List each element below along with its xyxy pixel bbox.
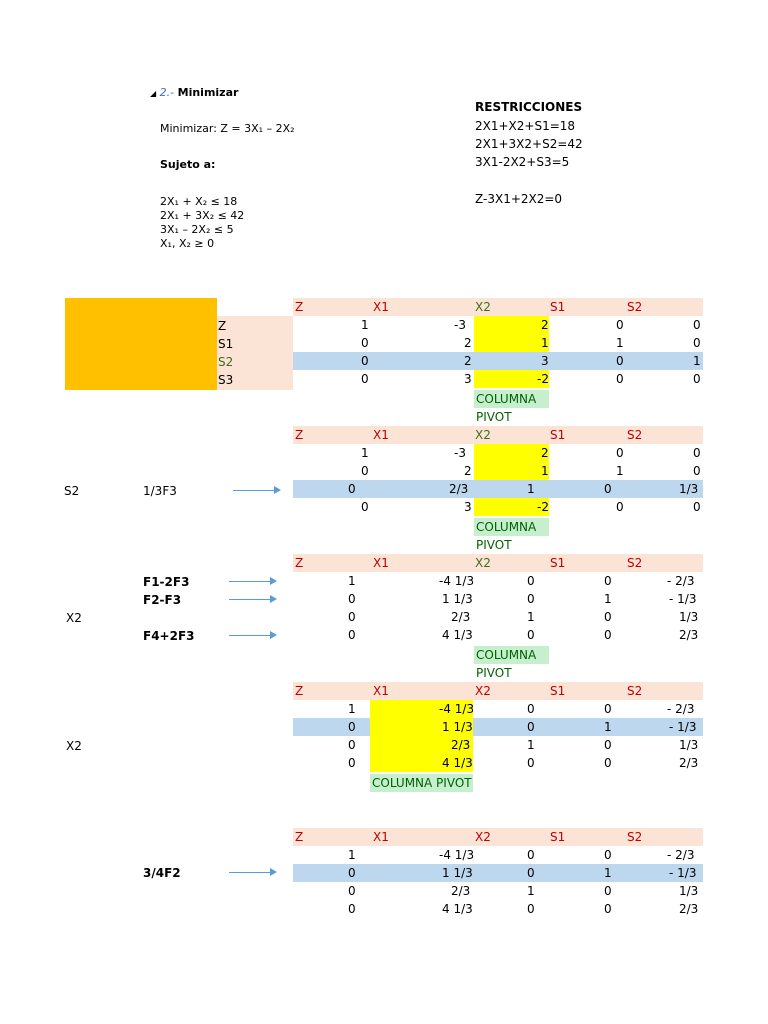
cell: - 2/3 xyxy=(667,848,695,862)
cell: 1 xyxy=(348,702,356,716)
table-row xyxy=(293,864,703,882)
cell: 2/3 xyxy=(449,482,469,496)
cell: - 1/3 xyxy=(669,720,697,734)
cell: 1 xyxy=(604,720,612,734)
header-x2: X2 xyxy=(475,556,491,570)
cell: 2/3 xyxy=(679,628,699,642)
header-z: Z xyxy=(295,830,304,844)
table-row xyxy=(293,718,703,736)
subject-to-label: Sujeto a: xyxy=(160,158,216,171)
arrow-icon xyxy=(229,581,275,582)
basis-s3: S3 xyxy=(218,373,234,387)
table-row xyxy=(293,700,703,718)
cell: 0 xyxy=(693,464,701,478)
pivot-column-cell xyxy=(474,334,549,352)
table-row xyxy=(293,846,703,864)
cell: 3 xyxy=(464,372,472,386)
objective-function: Minimizar: Z = 3X₁ – 2X₂ xyxy=(160,122,295,135)
cell: -4 1/3 xyxy=(439,574,475,588)
cell: - 2/3 xyxy=(667,574,695,588)
pivot-column-label: COLUMNA PIVOT xyxy=(372,776,472,790)
cell: 1 xyxy=(527,738,535,752)
cell: 1 xyxy=(604,866,612,880)
table-row xyxy=(293,480,703,498)
table-header xyxy=(293,426,703,444)
problem-heading xyxy=(150,86,238,99)
cell: 0 xyxy=(604,482,612,496)
cell: 3 xyxy=(464,500,472,514)
header-s2: S2 xyxy=(627,684,643,698)
header-x2: X2 xyxy=(475,830,491,844)
cell: 1 1/3 xyxy=(442,866,473,880)
cell: 1 xyxy=(541,336,549,350)
cell: 0 xyxy=(527,592,535,606)
cell: 0 xyxy=(693,336,701,350)
cell: 0 xyxy=(604,884,612,898)
cell: 1 xyxy=(604,592,612,606)
header-s1: S1 xyxy=(550,428,566,442)
cell: 2/3 xyxy=(451,884,471,898)
cell: 0 xyxy=(348,610,356,624)
table-header xyxy=(293,682,703,700)
cell: 0 xyxy=(616,318,624,332)
cell: 0 xyxy=(604,756,612,770)
cell: 0 xyxy=(527,902,535,916)
cell: 1 xyxy=(527,884,535,898)
cell: 0 xyxy=(361,464,369,478)
cell: 0 xyxy=(527,574,535,588)
arrow-icon xyxy=(229,635,275,636)
table-header xyxy=(293,554,703,572)
cell: 1 xyxy=(348,848,356,862)
cell: 0 xyxy=(527,720,535,734)
restrictions-heading: RESTRICCIONES xyxy=(475,100,583,114)
cell: 3 xyxy=(541,354,549,368)
cell: 0 xyxy=(348,482,356,496)
cell: 1 1/3 xyxy=(442,720,473,734)
cell: 0 xyxy=(693,500,701,514)
header-s1: S1 xyxy=(550,830,566,844)
cell: 0 xyxy=(348,738,356,752)
cell: 4 1/3 xyxy=(442,628,473,642)
cell: - 1/3 xyxy=(669,866,697,880)
cell: 0 xyxy=(527,702,535,716)
header-z: Z xyxy=(295,300,304,314)
table-row xyxy=(293,626,703,644)
cell: 2 xyxy=(541,318,549,332)
table-header xyxy=(293,298,703,316)
header-x1: X1 xyxy=(373,300,389,314)
cell: 0 xyxy=(616,446,624,460)
cell: 0 xyxy=(361,354,369,368)
cell: 0 xyxy=(348,592,356,606)
table-row xyxy=(293,608,703,626)
basis-s1: S1 xyxy=(218,337,234,351)
collapse-triangle-icon[interactable]: ◢ xyxy=(150,89,157,98)
cell: 0 xyxy=(348,720,356,734)
table-row xyxy=(293,352,703,370)
table-row xyxy=(293,754,703,772)
cell: 0 xyxy=(527,628,535,642)
table-header xyxy=(293,828,703,846)
row-operation: F1-2F3 xyxy=(143,575,190,589)
constraint-4: X₁, X₂ ≥ 0 xyxy=(160,237,215,250)
header-x2: X2 xyxy=(475,684,491,698)
cell: 0 xyxy=(604,702,612,716)
pivot-column-cell xyxy=(474,444,549,462)
cell: 1/3 xyxy=(679,610,699,624)
header-x1: X1 xyxy=(373,428,389,442)
cell: 2 xyxy=(464,336,472,350)
table-row xyxy=(293,590,703,608)
cell: 0 xyxy=(616,354,624,368)
table-row xyxy=(293,900,703,918)
cell: -4 1/3 xyxy=(439,702,475,716)
cell: 1/3 xyxy=(679,482,699,496)
cell: 0 xyxy=(348,884,356,898)
cell: -4 1/3 xyxy=(439,848,475,862)
row-operation: 1/3F3 xyxy=(143,484,177,498)
cell: 2/3 xyxy=(451,610,471,624)
pivot-column-cell xyxy=(474,462,549,480)
cell: -3 xyxy=(454,446,466,460)
cell: 0 xyxy=(693,372,701,386)
cell: 0 xyxy=(604,610,612,624)
side-var-x2: X2 xyxy=(66,611,82,625)
cell: 2 xyxy=(464,464,472,478)
cell: 1 xyxy=(693,354,701,368)
cell: 1 xyxy=(616,336,624,350)
cell: 1/3 xyxy=(679,738,699,752)
cell: 2/3 xyxy=(679,902,699,916)
cell: -2 xyxy=(537,500,549,514)
cell: -3 xyxy=(454,318,466,332)
cell: 2/3 xyxy=(451,738,471,752)
cell: 2/3 xyxy=(679,756,699,770)
header-x1: X1 xyxy=(373,556,389,570)
table-row xyxy=(293,572,703,590)
table-row xyxy=(293,498,703,516)
restriction-3: 3X1-2X2+S3=5 xyxy=(475,155,570,169)
header-x2: X2 xyxy=(475,428,491,442)
header-x1: X1 xyxy=(373,684,389,698)
arrow-icon xyxy=(233,490,279,491)
orange-block xyxy=(65,298,217,390)
cell: - 2/3 xyxy=(667,702,695,716)
cell: 0 xyxy=(348,756,356,770)
row-operation: F2-F3 xyxy=(143,593,182,607)
cell: 0 xyxy=(361,372,369,386)
side-var-s2: S2 xyxy=(64,484,80,498)
cell: 1 xyxy=(541,464,549,478)
cell: -2 xyxy=(537,372,549,386)
cell: 0 xyxy=(348,866,356,880)
cell: 0 xyxy=(693,446,701,460)
basis-s2: S2 xyxy=(218,355,234,369)
header-s2: S2 xyxy=(627,300,643,314)
row-operation: F4+2F3 xyxy=(143,629,195,643)
cell: 1 xyxy=(527,482,535,496)
cell: 2 xyxy=(541,446,549,460)
header-z: Z xyxy=(295,684,304,698)
cell: 0 xyxy=(604,574,612,588)
header-s2: S2 xyxy=(627,428,643,442)
cell: 4 1/3 xyxy=(442,902,473,916)
header-z: Z xyxy=(295,556,304,570)
table-row xyxy=(293,444,703,462)
cell: - 1/3 xyxy=(669,592,697,606)
problem-number: 2.- xyxy=(159,86,175,99)
cell: 0 xyxy=(604,738,612,752)
cell: 0 xyxy=(527,866,535,880)
table-row xyxy=(293,370,703,388)
cell: 0 xyxy=(616,500,624,514)
header-z: Z xyxy=(295,428,304,442)
table-row xyxy=(293,462,703,480)
cell: 0 xyxy=(604,628,612,642)
cell: 0 xyxy=(361,336,369,350)
header-s2: S2 xyxy=(627,556,643,570)
cell: 1 xyxy=(527,610,535,624)
cell: 0 xyxy=(604,848,612,862)
cell: 0 xyxy=(527,756,535,770)
pivot-column-cell xyxy=(474,316,549,334)
constraint-1: 2X₁ + X₂ ≤ 18 xyxy=(160,195,238,208)
row-operation: 3/4F2 xyxy=(143,866,181,880)
side-var-x2: X2 xyxy=(66,739,82,753)
pivot-column-label: COLUMNA PIVOT xyxy=(474,390,549,408)
header-s2: S2 xyxy=(627,830,643,844)
table-row xyxy=(293,316,703,334)
cell: 1 xyxy=(616,464,624,478)
constraint-list xyxy=(160,195,244,251)
cell: 1 xyxy=(361,318,369,332)
cell: 0 xyxy=(527,848,535,862)
cell: 1 1/3 xyxy=(442,592,473,606)
cell: 0 xyxy=(616,372,624,386)
cell: 2 xyxy=(464,354,472,368)
pivot-column-label: COLUMNA PIVOT xyxy=(474,646,549,664)
cell: 0 xyxy=(348,628,356,642)
arrow-icon xyxy=(229,599,275,600)
header-s1: S1 xyxy=(550,556,566,570)
objective-equation: Z-3X1+2X2=0 xyxy=(475,192,563,206)
cell: 0 xyxy=(361,500,369,514)
cell: 1 xyxy=(348,574,356,588)
problem-title: Minimizar xyxy=(177,86,239,99)
header-s1: S1 xyxy=(550,300,566,314)
basis-z: Z xyxy=(218,319,227,333)
restriction-2: 2X1+3X2+S2=42 xyxy=(475,137,583,151)
pivot-column-label: COLUMNA PIVOT xyxy=(474,518,549,536)
table-row xyxy=(293,882,703,900)
cell: 0 xyxy=(348,902,356,916)
cell: 1 xyxy=(361,446,369,460)
constraint-3: 3X₁ – 2X₂ ≤ 5 xyxy=(160,223,234,236)
cell: 4 1/3 xyxy=(442,756,473,770)
restriction-1: 2X1+X2+S1=18 xyxy=(475,119,576,133)
constraint-2: 2X₁ + 3X₂ ≤ 42 xyxy=(160,209,245,222)
table-row xyxy=(293,334,703,352)
header-x1: X1 xyxy=(373,830,389,844)
header-x2: X2 xyxy=(475,300,491,314)
header-s1: S1 xyxy=(550,684,566,698)
cell: 0 xyxy=(693,318,701,332)
cell: 0 xyxy=(604,902,612,916)
table-row xyxy=(293,736,703,754)
cell: 1/3 xyxy=(679,884,699,898)
arrow-icon xyxy=(229,872,275,873)
